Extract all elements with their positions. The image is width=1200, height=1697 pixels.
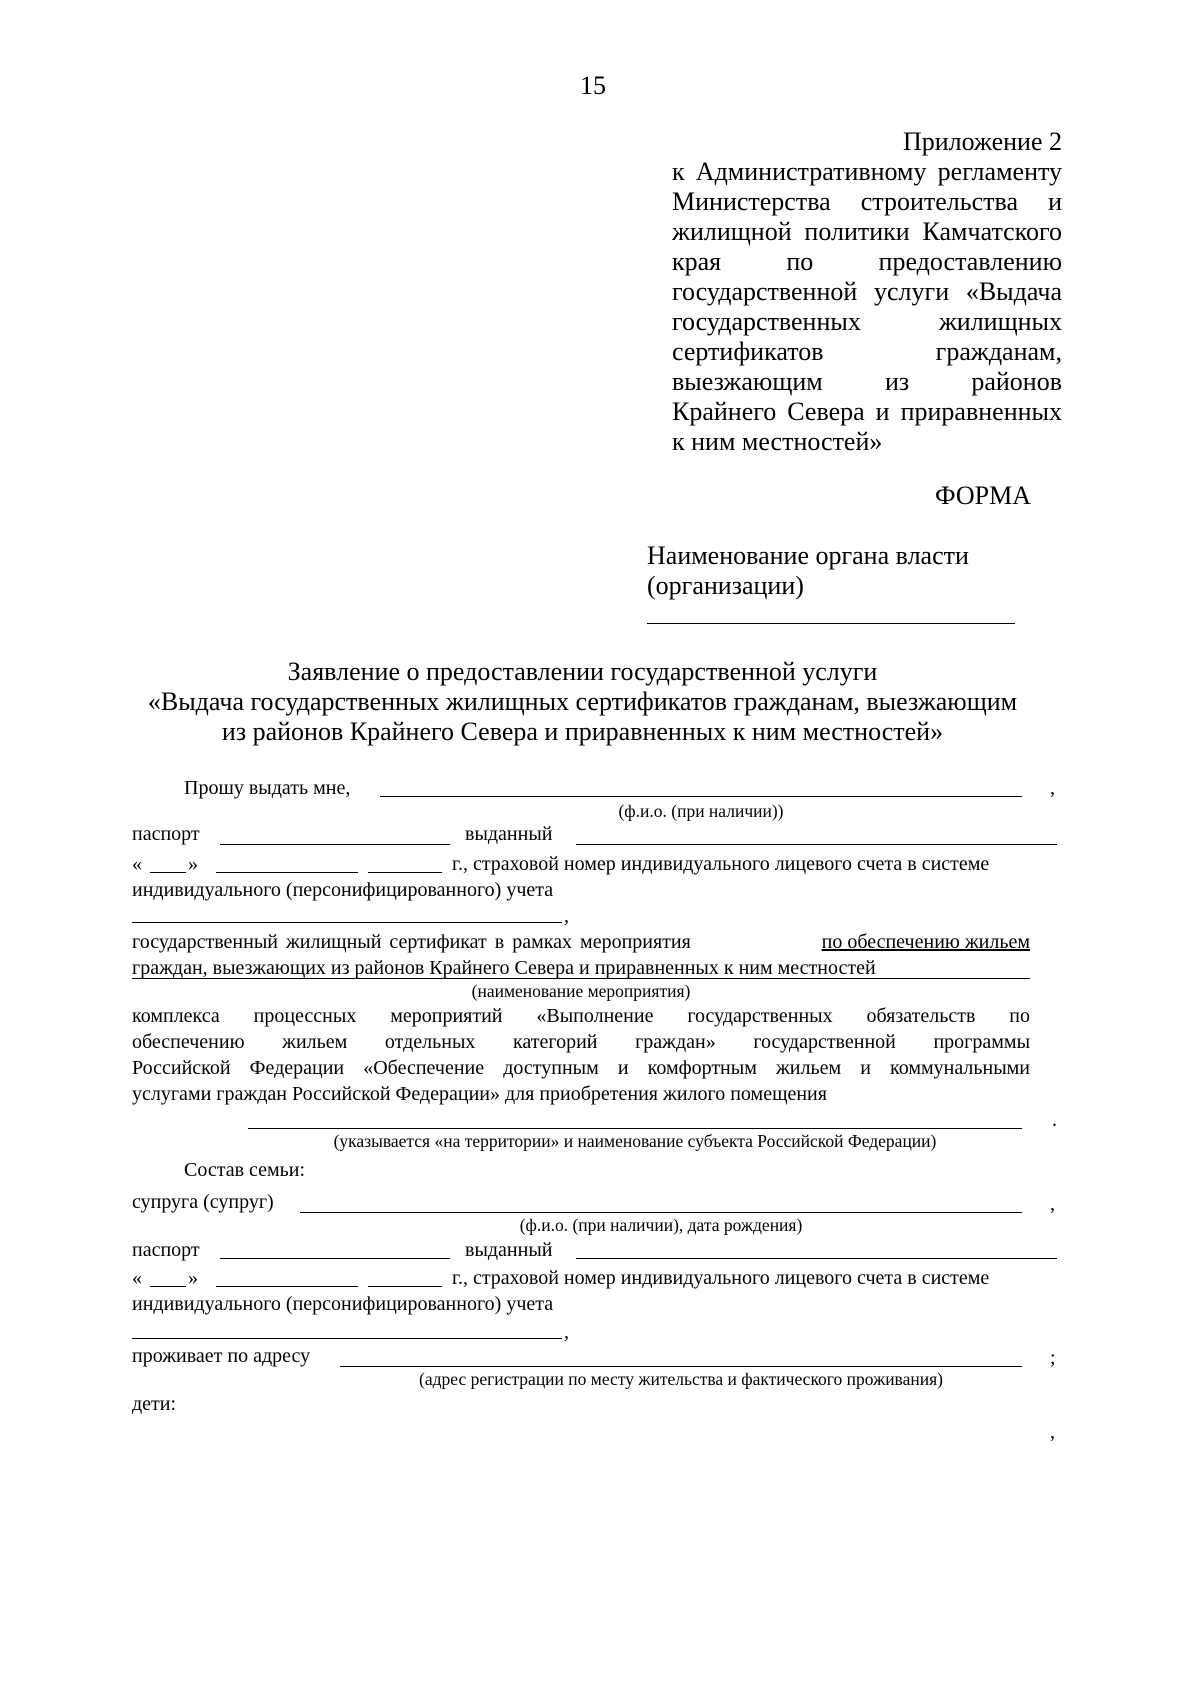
event-name-field[interactable] — [132, 978, 1030, 979]
event-name-underlined-2: граждан, выезжающих из районов Крайнего Севера и приравненных к ним местностей — [132, 957, 876, 979]
appendix-line: Министерства строительства и — [672, 187, 1062, 216]
snils-text: г., страховой номер индивидуального лицевого счета в системе — [452, 853, 990, 875]
event-name-underlined: по обеспечению жильем — [821, 931, 1030, 953]
paragraph-line: Российской Федерации «Обеспечение доступным и комфортным жильем и коммунальными — [132, 1057, 1030, 1079]
passport-issuer-field[interactable] — [576, 844, 1057, 845]
appendix-line: сертификатов гражданам, — [672, 337, 1062, 366]
issue-year-field[interactable] — [368, 872, 442, 873]
issued-label: выданный — [465, 1239, 553, 1261]
issue-day-field[interactable] — [150, 872, 186, 873]
applicant-fio-field[interactable] — [380, 796, 1022, 797]
territory-field[interactable] — [248, 1128, 1022, 1129]
request-label: Прошу выдать мне, — [184, 777, 351, 799]
hint-event: (наименование мероприятия) — [471, 981, 691, 1001]
comma: , — [564, 1321, 569, 1343]
passport-label: паспорт — [132, 1239, 200, 1261]
paragraph-line: комплекса процессных мероприятий «Выполнение государственных обязательств по — [132, 1005, 1030, 1027]
appendix-title: Приложение 2 — [902, 127, 1062, 156]
appendix-line: государственной услуги «Выдача — [672, 277, 1062, 306]
quote-close: » — [188, 1267, 198, 1289]
snils-text-2: индивидуального (персонифицированного) учета — [132, 879, 554, 901]
snils-field[interactable] — [132, 922, 562, 923]
authority-field[interactable] — [647, 623, 1015, 624]
certificate-line-1 — [132, 930, 1030, 954]
hint-spouse: (ф.и.о. (при наличии), дата рождения) — [519, 1215, 803, 1235]
paragraph-line: услугами граждан Российской Федерации» для приобретения жилого помещения — [132, 1083, 827, 1105]
spouse-issue-year-field[interactable] — [368, 1286, 442, 1287]
appendix-line: государственных жилищных — [672, 307, 1062, 336]
hint-fio: (ф.и.о. (при наличии)) — [618, 801, 784, 821]
snils-text: г., страховой номер индивидуального лицевого счета в системе — [452, 1267, 990, 1289]
hint-address: (адрес регистрации по месту жительства и фактического проживания) — [419, 1369, 943, 1389]
comma: , — [1050, 1193, 1055, 1215]
comma: , — [564, 905, 569, 927]
appendix-line: края по предоставлению — [672, 247, 1062, 276]
document-title-1: Заявление о предоставлении государственной услуги — [287, 657, 878, 686]
comma: , — [1050, 1421, 1055, 1443]
children-label: дети: — [132, 1393, 177, 1415]
document-title-2: «Выдача государственных жилищных сертификатов гражданам, выезжающим — [147, 687, 1018, 716]
issued-label: выданный — [465, 823, 553, 845]
appendix-line: к ним местностей» — [672, 427, 883, 456]
quote-close: » — [188, 853, 198, 875]
appendix-line: жилищной политики Камчатского — [672, 217, 1062, 246]
paragraph-line: обеспечению жильем отдельных категорий граждан» государственной программы — [132, 1031, 1030, 1053]
quote-open: « — [132, 1267, 142, 1289]
hint-territory: (указывается «на территории» и наименование субъекта Российской Федерации) — [333, 1131, 937, 1151]
issue-month-field[interactable] — [216, 872, 358, 873]
comma: , — [1050, 777, 1055, 799]
passport-number-field[interactable] — [220, 844, 450, 845]
document-title-3: из районов Крайнего Севера и приравненных к ним местностей» — [221, 717, 944, 746]
appendix-line: к Административному регламенту — [672, 157, 1062, 186]
spouse-passport-field[interactable] — [220, 1258, 450, 1259]
appendix-line: Крайнего Севера и приравненных — [672, 397, 1062, 426]
spouse-fio-field[interactable] — [300, 1212, 1022, 1213]
address-label: проживает по адресу — [132, 1345, 311, 1367]
page-number: 15 — [580, 71, 606, 100]
spouse-label: супруга (супруг) — [132, 1191, 274, 1213]
passport-label: паспорт — [132, 823, 200, 845]
semicolon: ; — [1050, 1347, 1056, 1369]
family-title: Состав семьи: — [184, 1159, 306, 1181]
form-label: ФОРМА — [935, 481, 1031, 510]
spouse-issue-month-field[interactable] — [216, 1286, 358, 1287]
snils-text-2: индивидуального (персонифицированного) учета — [132, 1293, 554, 1315]
quote-open: « — [132, 853, 142, 875]
period: . — [1052, 1109, 1057, 1131]
spouse-snils-field[interactable] — [132, 1338, 562, 1339]
spouse-passport-issuer-field[interactable] — [576, 1258, 1057, 1259]
spouse-issue-day-field[interactable] — [150, 1286, 186, 1287]
authority-label-2: (организации) — [647, 571, 804, 600]
certificate-text: государственный жилищный сертификат в рамках мероприятия — [132, 931, 691, 953]
authority-label: Наименование органа власти — [647, 541, 969, 570]
appendix-line: выезжающим из районов — [672, 367, 1062, 396]
address-field[interactable] — [340, 1366, 1022, 1367]
